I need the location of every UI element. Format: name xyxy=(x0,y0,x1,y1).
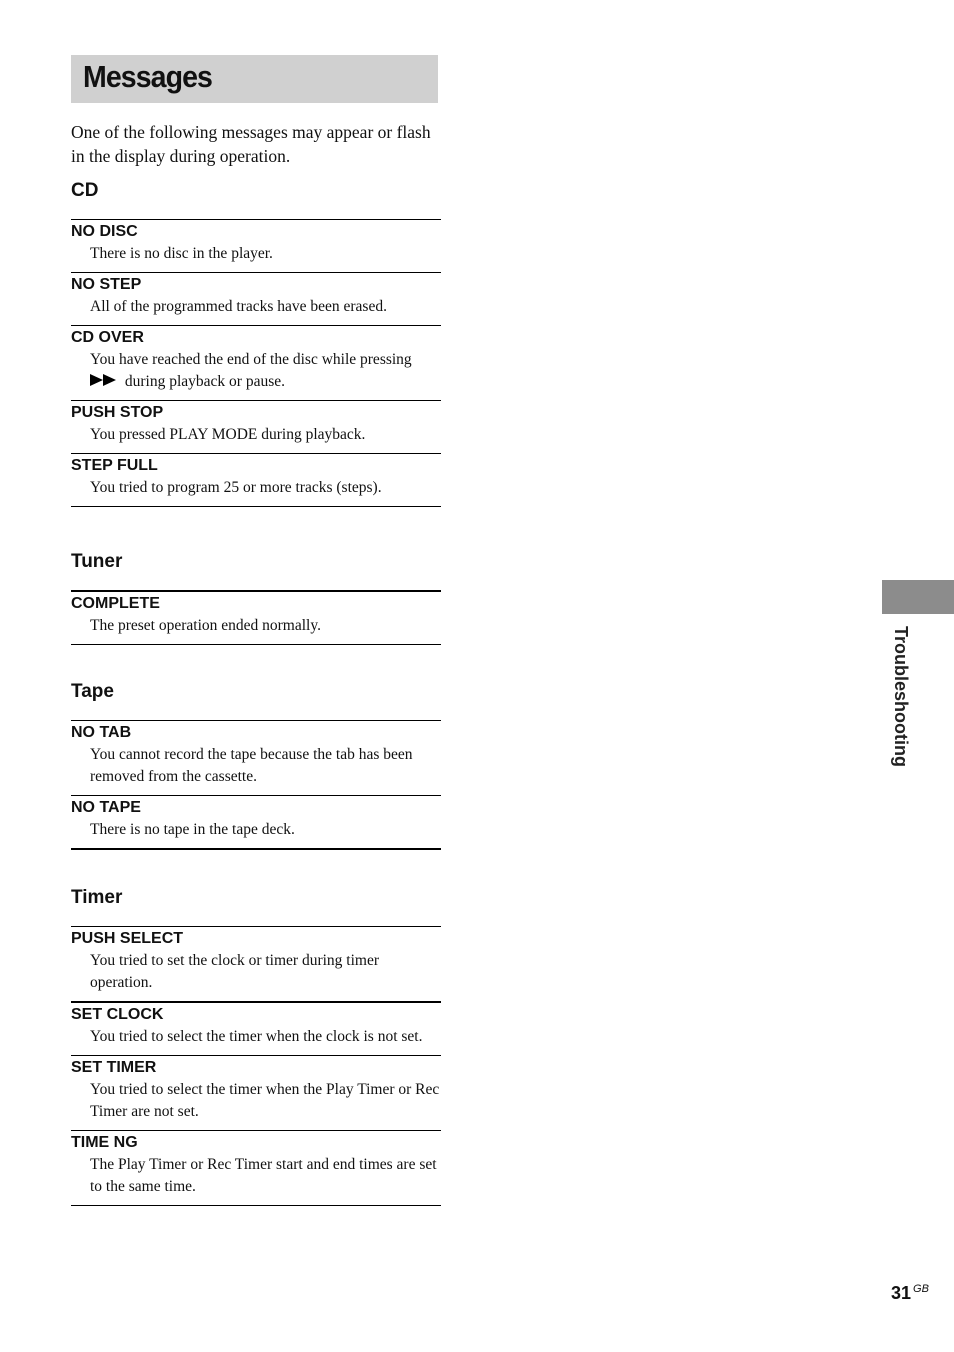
message-description: There is no disc in the player. xyxy=(90,245,273,262)
message-entry xyxy=(71,220,441,273)
message-description-part: You have reached the end of the disc while pressing xyxy=(90,351,412,368)
message-entry xyxy=(71,454,441,507)
message-entry xyxy=(71,721,441,796)
message-description: You tried to select the timer when the clock is not set. xyxy=(90,1028,423,1045)
message-entry xyxy=(71,1056,441,1131)
section-heading-cd: CD xyxy=(71,180,99,201)
message-code: PUSH SELECT xyxy=(71,930,184,947)
message-entry xyxy=(71,1131,441,1206)
message-description xyxy=(90,349,441,393)
message-entry xyxy=(71,326,441,401)
message-entry xyxy=(71,1003,441,1056)
message-description: The preset operation ended normally. xyxy=(90,617,321,634)
message-description: You tried to set the clock or timer during timer operation. xyxy=(90,952,379,991)
timer-entries xyxy=(71,926,441,1206)
message-code: NO TAPE xyxy=(71,799,141,816)
page-number-suffix: GB xyxy=(913,1283,929,1295)
message-code: CD OVER xyxy=(71,329,144,346)
message-code: NO TAB xyxy=(71,724,132,741)
section-cd xyxy=(71,180,441,507)
message-entry xyxy=(71,796,441,850)
message-description-part: during playback or pause. xyxy=(124,373,285,390)
message-description: You tried to program 25 or more tracks (steps). xyxy=(90,479,382,497)
message-description: There is no tape in the tape deck. xyxy=(90,821,295,838)
message-description: You pressed PLAY MODE during playback. xyxy=(90,426,366,444)
message-code: PUSH STOP xyxy=(71,404,164,422)
section-heading-tape: Tape xyxy=(71,681,114,702)
tuner-entries xyxy=(71,590,441,645)
message-code: NO DISC xyxy=(71,223,138,240)
message-entry xyxy=(71,592,441,645)
message-entry xyxy=(71,927,441,1003)
message-code: TIME NG xyxy=(71,1134,138,1151)
message-entry xyxy=(71,401,441,454)
page-number xyxy=(891,1283,929,1304)
cd-entries xyxy=(71,219,441,507)
section-tab-marker xyxy=(882,580,954,614)
message-code: COMPLETE xyxy=(71,595,160,612)
page-number-value: 31 xyxy=(891,1283,912,1303)
intro-text: One of the following messages may appear or flash in the display during operation. xyxy=(71,122,431,166)
fast-forward-icon xyxy=(90,371,118,393)
message-description: You cannot record the tape because the tab has been removed from the cassette. xyxy=(90,746,413,785)
side-tab-label: Troubleshooting xyxy=(891,626,911,767)
message-code: STEP FULL xyxy=(71,457,158,475)
section-heading-timer: Timer xyxy=(71,887,123,908)
tape-entries xyxy=(71,720,441,850)
message-description: You tried to select the timer when the Play Timer or Rec Timer are not set. xyxy=(90,1081,440,1120)
section-tape xyxy=(71,681,441,850)
title-bar xyxy=(71,55,438,103)
message-code: NO STEP xyxy=(71,276,142,293)
section-tuner xyxy=(71,551,441,645)
message-description: All of the programmed tracks have been erased. xyxy=(90,298,387,315)
section-timer xyxy=(71,887,441,1206)
page-title: Messages xyxy=(83,59,213,94)
section-heading-tuner: Tuner xyxy=(71,551,123,572)
message-description: The Play Timer or Rec Timer start and end times are set to the same time. xyxy=(90,1156,437,1195)
message-code: SET TIMER xyxy=(71,1059,157,1076)
message-code: SET CLOCK xyxy=(71,1006,164,1023)
message-entry xyxy=(71,273,441,326)
